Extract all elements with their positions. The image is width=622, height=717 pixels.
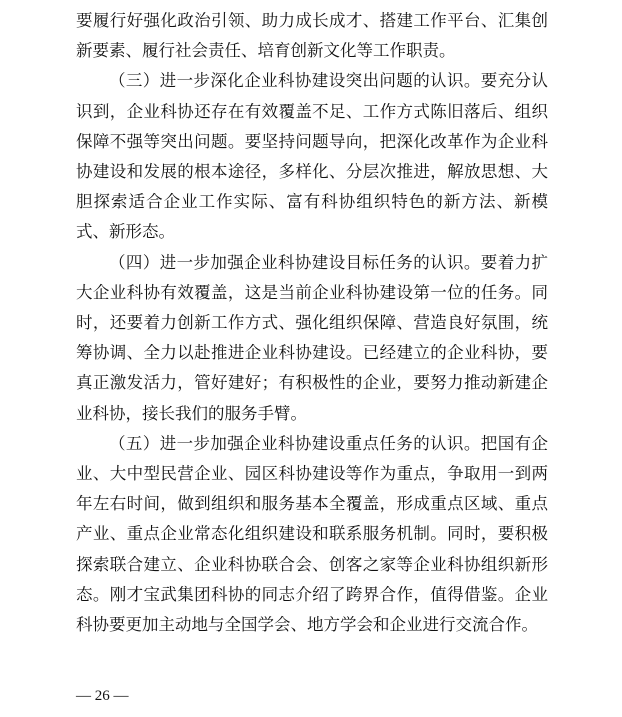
paragraph-section-5: （五）进一步加强企业科协建设重点任务的认识。把国有企业、大中型民营企业、园区科协建设等作为重点，争取用一到两年左右时间，做到组织和服务基本全覆盖，形成重点区域、重点产业、重点企业常态化组织建设和联系服务机制。同时，要积极探索联合建立、企业科协联合会、创客之家等企业科协组织新形态。刚才宝武集团科协的同志介绍了跨界合作，值得借鉴。企业科协要更加主动地与全国学会、地方学会和企业进行交流合作。 — [76, 433, 548, 635]
document-body — [76, 6, 548, 640]
paragraph-continuation: 要履行好强化政治引领、助力成长成才、搭建工作平台、汇集创新要素、履行社会责任、培育创新文化等工作职责。 — [76, 11, 548, 61]
paragraph-section-4: （四）进一步加强企业科协建设目标任务的认识。要着力扩大企业科协有效覆盖，这是当前企业科协建设第一位的任务。同时，还要着力创新工作方式、强化组织保障、营造良好氛围，统筹协调、全力以赴推进企业科协建设。已经建立的企业科协，要真正激发活力，管好建好；有积极性的企业，要努力推动新建企业科协，接长我们的服务手臂。 — [76, 252, 548, 423]
page-number: — 26 — — [76, 688, 129, 704]
paragraph-section-3: （三）进一步深化企业科协建设突出问题的认识。要充分认识到，企业科协还存在有效覆盖不足、工作方式陈旧落后、组织保障不强等突出问题。要坚持问题导向，把深化改革作为企业科协建设和发展的根本途径，多样化、分层次推进，解放思想、大胆探索适合企业工作实际、富有科协组织特色的新方法、新模式、新形态。 — [76, 71, 548, 242]
